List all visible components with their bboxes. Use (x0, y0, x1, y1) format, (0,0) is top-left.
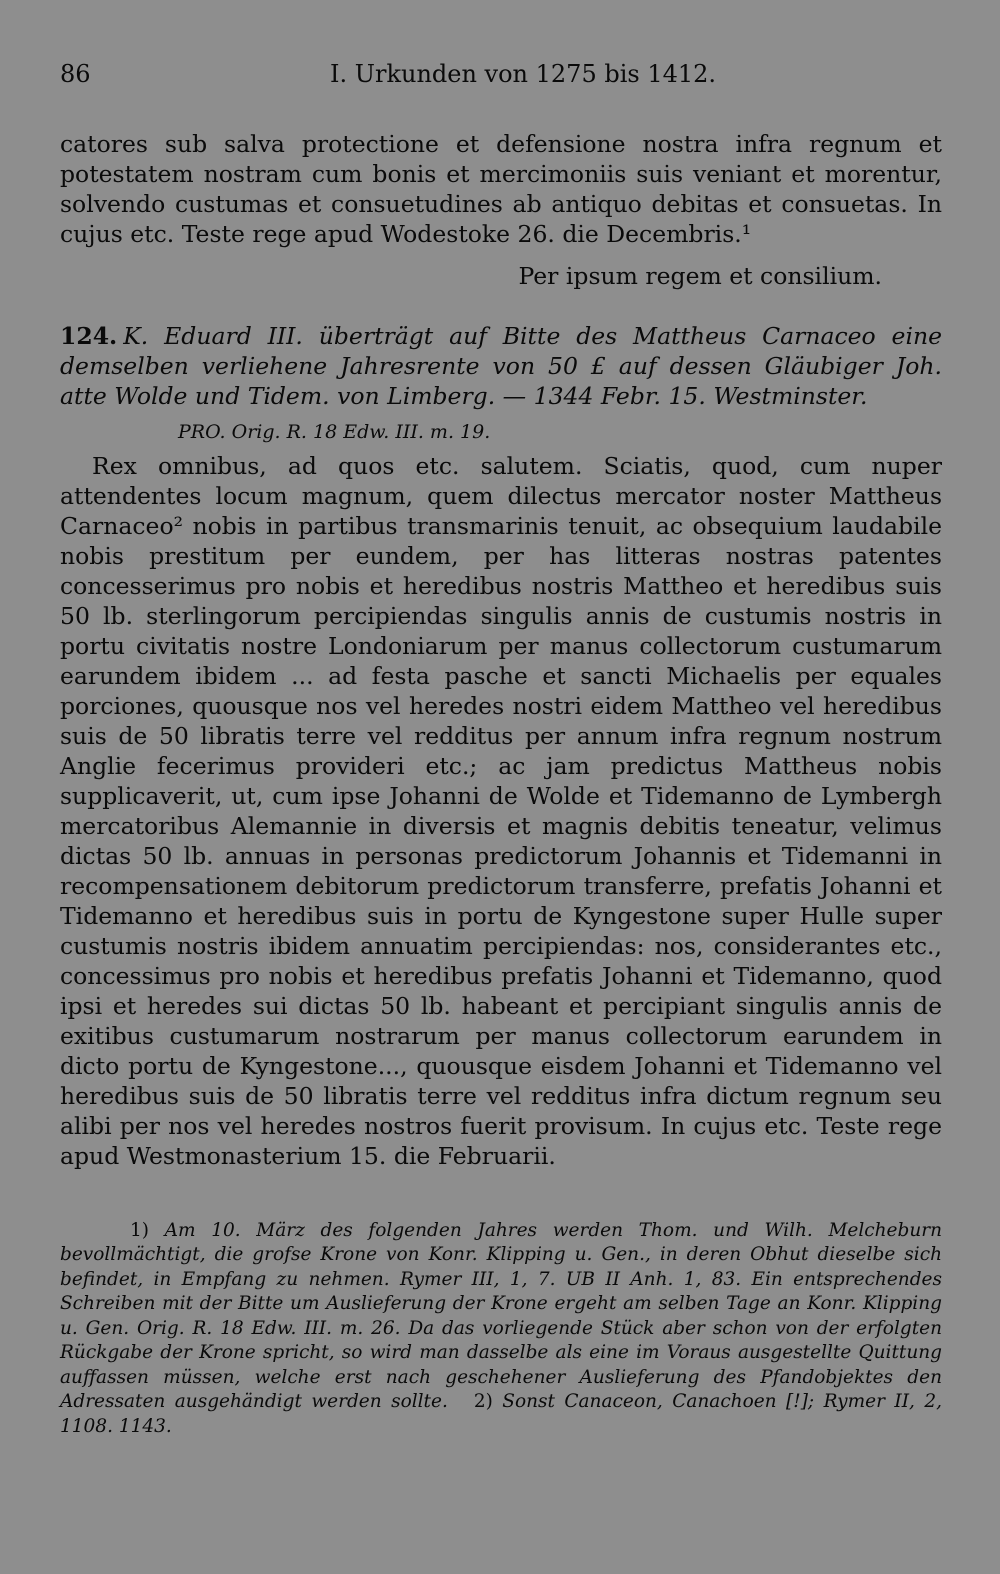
continued-text (60, 129, 942, 249)
footnotes (60, 1219, 942, 1440)
regest-text: K. Eduard III. überträgt auf Bitte des Mattheus Carnaceo eine demselben verliehene Jahresrente von 50 £ auf dessen Gläubiger Joh. atte Wolde und Tidem. von Limberg. — 1344 Febr. 15. Westminster. (60, 321, 942, 410)
source-reference: PRO. Orig. R. 18 Edw. III. m. 19. (178, 420, 491, 443)
document-number: 124. (60, 321, 118, 350)
footnote-2-text: Sonst Canaceon, Canachoen [!]; Rymer II, 2, 1108. 1143. (60, 1391, 943, 1437)
document-regest (60, 321, 942, 411)
document-text (60, 451, 942, 1171)
signature-line: Per ipsum regem et consilium. (518, 261, 882, 290)
footnote-2-mark: 2) (473, 1391, 493, 1413)
footnote-1-mark: 1) (130, 1219, 149, 1241)
page-number: 86 (60, 60, 91, 88)
page-header (60, 60, 942, 89)
continued-paragraph: catores sub salva protectione et defensione nostra infra regnum et potestatem nostram cum bonis et mercimoniis suis veniant et morentur, solvendo custumas et consuetudines ab antiquo debitas et consuetas. In cujus etc. Teste rege apud Wodestoke 26. die Decembris.¹ (60, 129, 942, 248)
footnote-1-text: Am 10. März des folgenden Jahres werden Thom. und Wilh. Melcheburn bevollmächtigt, die grofse Krone von Konr. Klipping u. Gen., in deren Obhut dieselbe sich befindet, in Empfang zu nehmen. Rymer III, 1, 7. UB II Anh. 1, 83. Ein entsprechendes Schreiben mit der Bitte um Auslieferung der Krone ergeht am selben Tage an Konr. Klipping u. Gen. Orig. R. 18 Edw. III. m. 26. Da das vorliegende Stück aber schon von der erfolgten Rückgabe der Krone spricht, so wird man dasselbe als eine im Voraus ausgestellte Quittung auffassen müssen, welche erst nach geschehener Auslieferung des Pfandobjektes den Adressaten ausgehändigt werden sollte. (60, 1219, 942, 1413)
running-title: I. Urkunden von 1275 bis 1412. (330, 60, 717, 88)
document-paragraph: Rex omnibus, ad quos etc. salutem. Sciatis, quod, cum nuper attendentes locum magnum, quem dilectus mercator noster Mattheus Carnaceo² nobis in partibus transmarinis tenuit, ac obsequium laudabile nobis prestitum per eundem, per has litteras nostras patentes concesserimus pro nobis et heredibus nostris Mattheo et heredibus suis 50 lb. sterlingorum percipiendas singulis annis de custumis nostris in portu civitatis nostre Londoniarum per manus collectorum custumarum earundem ibidem ... ad festa pasche et sancti Michaelis per equales porciones, quousque nos vel heredes nostri eidem Mattheo vel heredibus suis de 50 libratis terre vel redditus per annum infra regnum nostrum Anglie fecerimus provideri etc.; ac jam predictus Mattheus nobis supplicaverit, ut, cum ipse Johanni de Wolde et Tidemanno de Lymbergh mercatoribus Alemannie in diversis et magnis debitis teneatur, velimus dictas 50 lb. annuas in personas predictorum Johannis et Tidemanni in recompensationem debitorum predictorum transferre, prefatis Johanni et Tidemanno et heredibus suis in portu de Kyngestone super Hulle super custumis nostris ibidem annuatim percipiendas: nos, considerantes etc., concessimus pro nobis et heredibus prefatis Johanni et Tidemanno, quod ipsi et heredes sui dictas 50 lb. habeant et percipiant singulis annis de exitibus custumarum nostrarum per manus collectorum earundem in dicto portu de Kyngestone..., quousque eisdem Johanni et Tidemanno vel heredibus suis de 50 libratis terre vel redditus infra dictum regnum seu alibi per nos vel heredes nostros fuerit provisum. In cujus etc. Teste rege apud Westmonasterium 15. die Februarii. (60, 451, 942, 1170)
